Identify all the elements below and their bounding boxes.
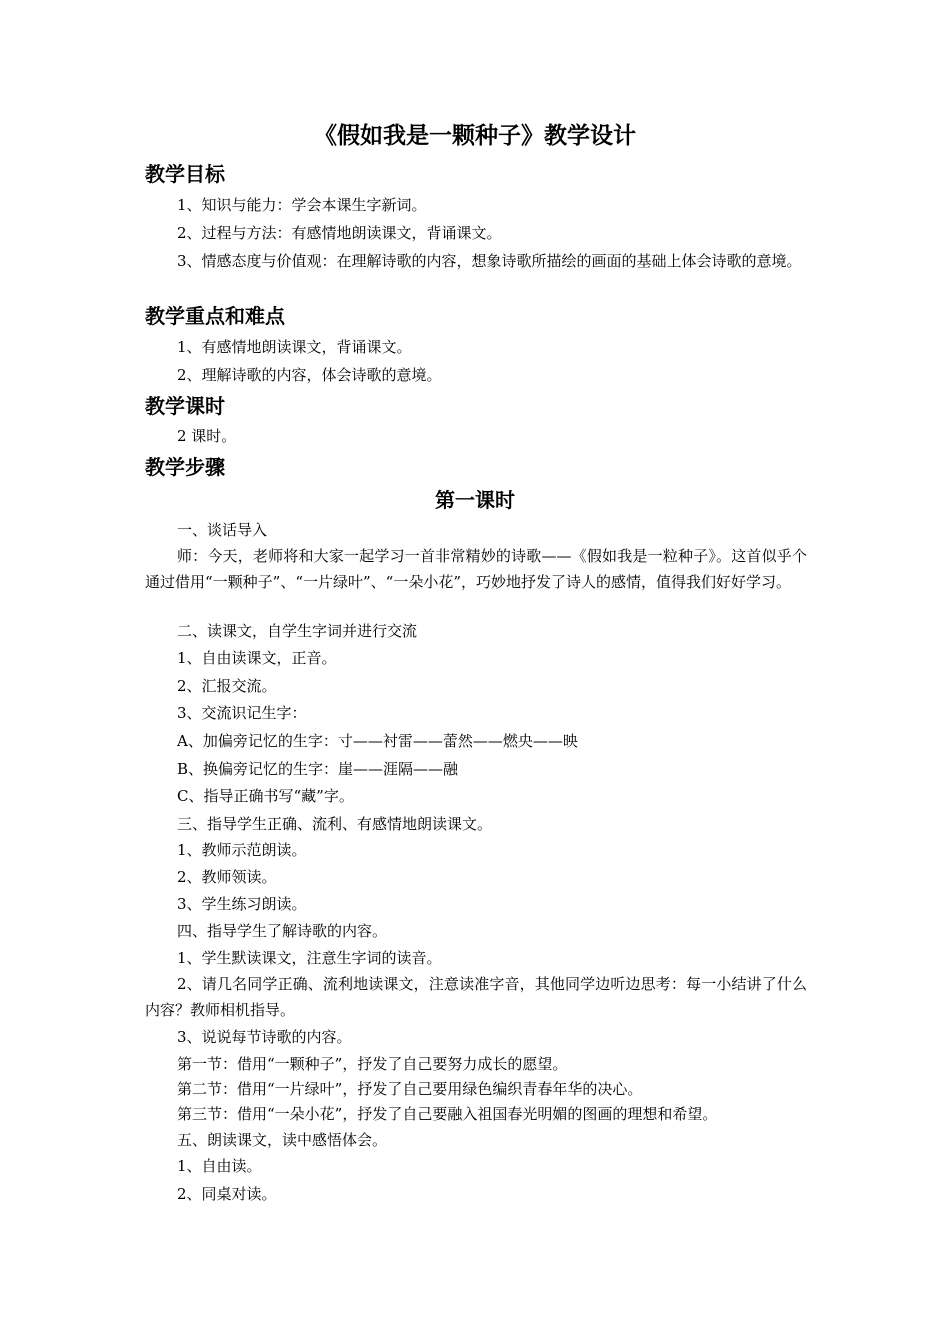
- step-line: 2、教师领读。: [177, 868, 277, 886]
- step-line: 一、谈话导入: [177, 521, 268, 539]
- heading-key-points: 教学重点和难点: [145, 304, 285, 328]
- step-line: C、指导正确书写“藏”字。: [177, 787, 354, 805]
- step-line: 2、同桌对读。: [177, 1185, 277, 1203]
- key-point-item: 2、理解诗歌的内容，体会诗歌的意境。: [177, 366, 442, 384]
- step-line: 1、学生默读课文，注意生字词的读音。: [177, 949, 442, 967]
- document-title: 《假如我是一颗种子》教学设计: [314, 123, 636, 149]
- step-line: 第三节：借用“一朵小花”，抒发了自己要融入祖国春光明媚的图画的理想和希望。: [177, 1105, 718, 1123]
- step-line: 第二节：借用“一片绿叶”，抒发了自己要用绿色编织青春年华的决心。: [177, 1080, 643, 1098]
- goal-item: 3、情感态度与价值观：在理解诗歌的内容，想象诗歌所描绘的画面的基础上体会诗歌的意境。: [177, 252, 802, 270]
- step-line: 四、指导学生了解诗歌的内容。: [177, 922, 388, 940]
- step-line: 1、教师示范朗读。: [177, 841, 307, 859]
- heading-teaching-goals: 教学目标: [145, 162, 225, 186]
- step-line: 1、自由读。: [177, 1157, 262, 1175]
- step-line: 2、汇报交流。: [177, 677, 277, 695]
- step-line: A、加偏旁记忆的生字：寸——衬雷——蕾然——燃央——映: [177, 732, 578, 750]
- step-line: 三、指导学生正确、流利、有感情地朗读课文。: [177, 815, 493, 833]
- goal-item: 1、知识与能力：学会本课生字新词。: [177, 196, 427, 214]
- step-line: 二、读课文，自学生字词并进行交流: [177, 622, 418, 640]
- goal-item: 2、过程与方法：有感情地朗读课文，背诵课文。: [177, 224, 502, 242]
- heading-class-hours: 教学课时: [145, 394, 225, 418]
- step-line: 3、学生练习朗读。: [177, 895, 307, 913]
- step-line: 师：今天，老师将和大家一起学习一首非常精妙的诗歌——《假如我是一粒种子》。这首似乎个通过借用“一颗种子”、“一片绿叶”、“一朵小花”，巧妙地抒发了诗人的感情，值得我们好好学习。: [145, 547, 807, 591]
- step-line: 3、说说每节诗歌的内容。: [177, 1028, 352, 1046]
- step-line: 1、自由读课文，正音。: [177, 649, 337, 667]
- step-line: 第一节：借用“一颗种子”，抒发了自己要努力成长的愿望。: [177, 1055, 568, 1073]
- step-line: 3、交流识记生字：: [177, 704, 307, 722]
- class-hours-text: 2 课时。: [177, 427, 237, 445]
- step-line: 五、朗读课文，读中感悟体会。: [177, 1131, 388, 1149]
- lesson-one-title: 第一课时: [435, 488, 515, 512]
- key-point-item: 1、有感情地朗读课文，背诵课文。: [177, 338, 412, 356]
- heading-teaching-steps: 教学步骤: [145, 455, 225, 479]
- step-line: 2、请几名同学正确、流利地读课文，注意读准字音，其他同学边听边思考：每一小结讲了什么内容？教师相机指导。: [145, 975, 807, 1019]
- step-line: B、换偏旁记忆的生字：崖——涯隔——融: [177, 760, 459, 778]
